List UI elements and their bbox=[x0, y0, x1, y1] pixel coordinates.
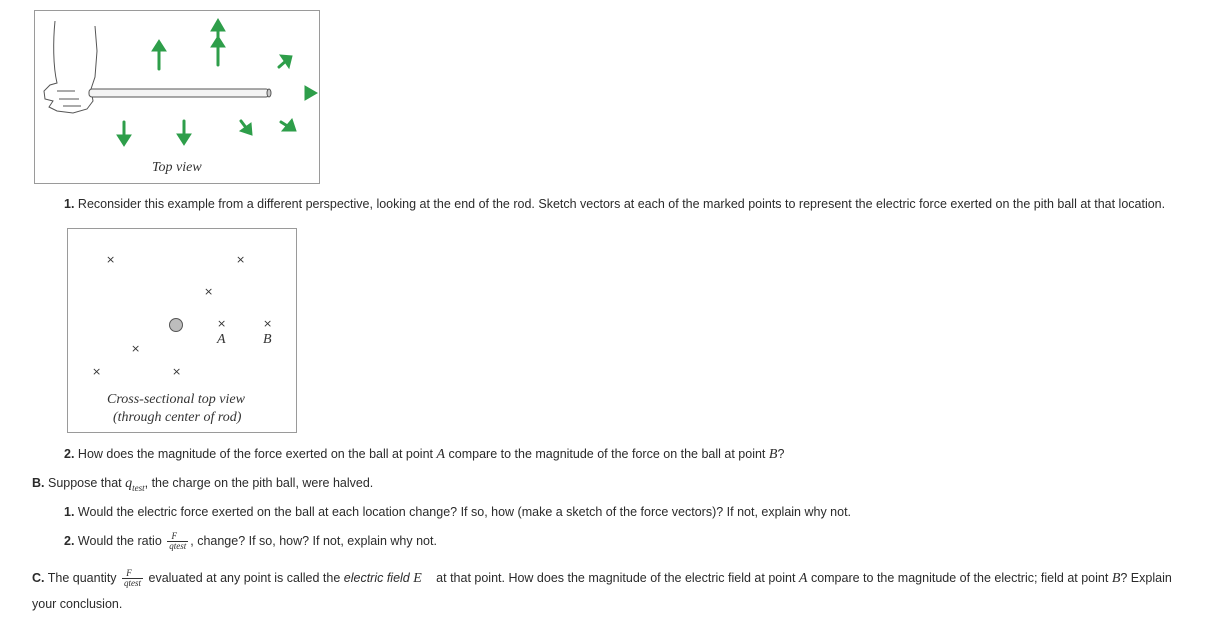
part-b-question-1 bbox=[64, 505, 851, 519]
marked-point: × bbox=[92, 365, 102, 378]
force-arrow-5 bbox=[305, 86, 317, 100]
part-c-line-1 bbox=[32, 569, 1172, 588]
question-2-text-end: ? bbox=[777, 447, 785, 461]
part-b-question-2-number: 2. bbox=[64, 533, 75, 548]
part-b-question-1-number: 1. bbox=[64, 505, 75, 519]
part-c-label: C. bbox=[32, 570, 45, 585]
rod-illustration bbox=[89, 89, 271, 97]
point-a-label: A bbox=[217, 332, 226, 347]
part-b-label: B. bbox=[32, 476, 45, 490]
part-c-text-mid2: at that point. How does the magnitude of the electric field at point bbox=[432, 570, 799, 585]
marked-point: × bbox=[131, 342, 141, 355]
part-c-text-mid3: compare to the magnitude of the electric; field at point bbox=[807, 570, 1112, 585]
point-b-mark: × bbox=[263, 317, 273, 330]
force-over-q-fraction bbox=[122, 569, 143, 588]
question-2-text: How does the magnitude of the force exerted on the ball at point bbox=[77, 447, 437, 461]
top-view-figure bbox=[34, 10, 320, 184]
force-arrow-1 bbox=[152, 40, 166, 69]
cross-section-caption-line1: Cross-sectional top view bbox=[107, 392, 245, 407]
part-b-question-1-text: Would the electric force exerted on the ball at each location change? If so, how (make a sketch of the force vectors)? If not, explain why not. bbox=[77, 505, 852, 519]
rod-cross-section bbox=[169, 318, 183, 332]
marked-point: × bbox=[204, 285, 214, 298]
question-1-number: 1. bbox=[64, 197, 75, 211]
fraction-numerator: F⃗ bbox=[122, 569, 143, 579]
hand-illustration bbox=[44, 21, 97, 113]
point-b-symbol: B bbox=[768, 447, 778, 462]
force-arrow-7 bbox=[177, 121, 191, 145]
rod-and-arrows-drawing bbox=[35, 11, 319, 183]
part-c-text-mid4: ? Explain bbox=[1120, 570, 1172, 585]
point-b-label: B bbox=[263, 332, 272, 347]
part-b-question-2-text-end: , change? If so, how? If not, explain why not. bbox=[190, 533, 437, 548]
marked-point: × bbox=[236, 253, 246, 266]
question-2-text-middle: compare to the magnitude of the force on the ball at point bbox=[445, 447, 769, 461]
electric-field-symbol: E⃗ bbox=[413, 570, 433, 586]
question-2-number: 2. bbox=[64, 447, 75, 461]
question-1-text: Reconsider this example from a different perspective, looking at the end of the rod. Sketch vectors at each of the marked points to represent the electric force exerted on the pith ball at that location. bbox=[77, 197, 1166, 211]
electric-field-term: electric field bbox=[343, 570, 410, 585]
fraction-numerator: F⃗ bbox=[167, 532, 188, 542]
force-arrow-9 bbox=[281, 119, 296, 131]
part-b-text-end: , the charge on the pith ball, were halved. bbox=[144, 476, 374, 490]
q-symbol: q bbox=[125, 476, 133, 491]
cross-section-caption-line2: (through center of rod) bbox=[113, 410, 242, 425]
part-c-text: The quantity bbox=[47, 570, 121, 585]
part-b-text: Suppose that bbox=[47, 476, 126, 490]
point-a-symbol: A bbox=[436, 447, 446, 462]
part-b-question-2-text: Would the ratio bbox=[77, 533, 166, 548]
marked-point: × bbox=[106, 253, 116, 266]
q-test-symbol bbox=[125, 476, 145, 491]
cross-section-figure bbox=[67, 228, 297, 433]
top-view-caption: Top view bbox=[152, 160, 202, 175]
question-2 bbox=[64, 447, 784, 463]
part-c-line-2: your conclusion. bbox=[32, 597, 123, 611]
fraction-denominator: qtest bbox=[124, 578, 142, 588]
question-1 bbox=[64, 197, 1165, 211]
part-c-text-mid1: evaluated at any point is called the bbox=[145, 570, 344, 585]
force-arrow-8 bbox=[240, 121, 252, 135]
point-a-mark: × bbox=[217, 317, 227, 330]
marked-point: × bbox=[172, 365, 182, 378]
point-a-symbol: A bbox=[798, 570, 808, 586]
part-b-question-2 bbox=[64, 532, 437, 551]
point-b-symbol: B bbox=[1111, 570, 1121, 586]
q-subscript: test bbox=[132, 482, 145, 493]
fraction-denominator: qtest bbox=[169, 541, 187, 551]
force-arrow-6 bbox=[117, 122, 131, 146]
force-arrow-4 bbox=[279, 55, 292, 68]
force-arrow-3 bbox=[211, 19, 225, 39]
part-b-heading bbox=[32, 476, 373, 493]
force-over-q-fraction bbox=[167, 532, 188, 551]
